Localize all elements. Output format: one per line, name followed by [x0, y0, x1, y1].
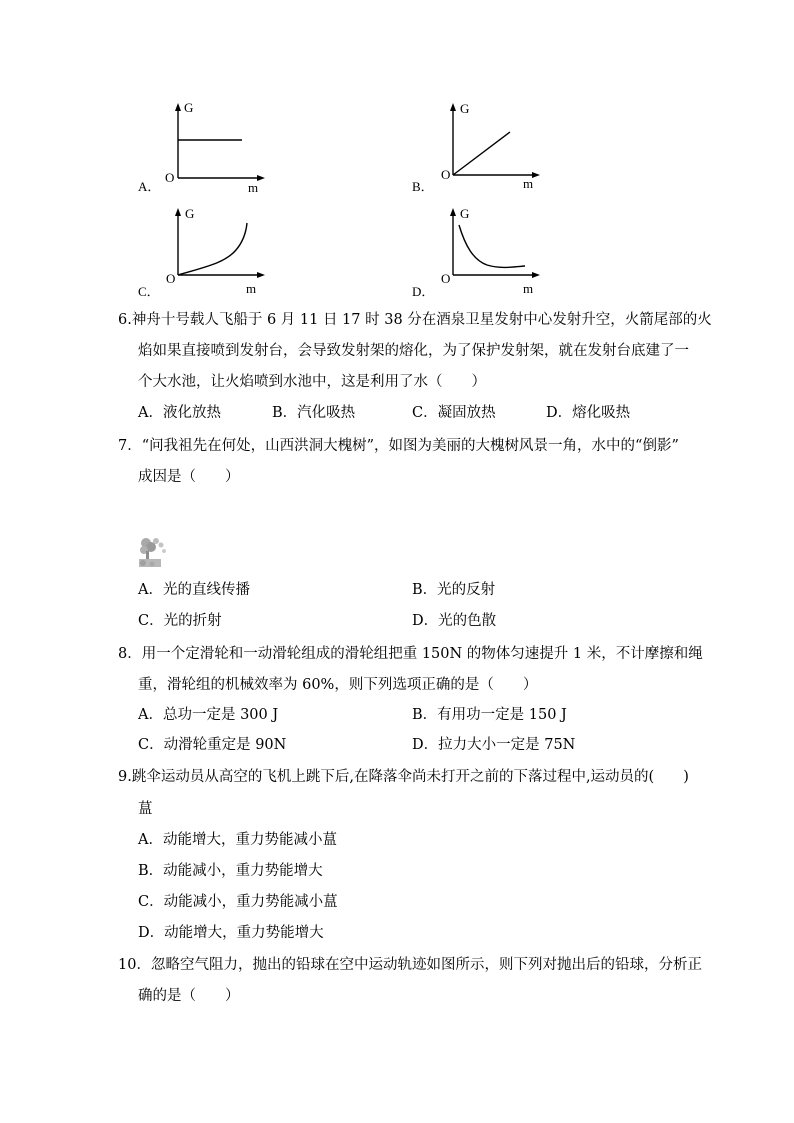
option-label: C．	[138, 284, 160, 299]
axis-x-label: m	[523, 176, 534, 191]
axis-origin-label: O	[165, 170, 175, 185]
question-stem-line: 8．用一个定滑轮和一动滑轮组成的滑轮组把重 150N 的物体匀速提升 1 米，不计摩擦和绳	[118, 646, 703, 662]
axis-x-label: m	[246, 281, 257, 296]
option-label: B．	[412, 179, 434, 194]
graph-c	[160, 205, 270, 300]
question-stem-line: 7．“问我祖先在何处，山西洪洞大槐树”，如图为美丽的大槐树风景一角，水中的“倒影”	[118, 438, 679, 454]
axis-origin-label: O	[441, 167, 451, 182]
question-stem-line: 9.跳伞运动员从高空的飞机上跳下后,在降落伞尚未打开之前的下落过程中,运动员的( )	[118, 769, 689, 785]
question-stem-line: 焰如果直接喷到发射台，会导致发射架的熔化，为了保护发射架，就在发射台底建了一	[138, 343, 689, 359]
graph-d	[435, 205, 545, 300]
axis-y-label: G	[184, 100, 194, 115]
question-stem-line: 个大水池，让火焰喷到水池中，这是利用了水（ ）	[138, 374, 486, 390]
option-b: B．动能减小，重力势能增大	[138, 863, 323, 879]
axis-y-label: G	[185, 206, 195, 221]
option-d: D．熔化吸热	[546, 405, 631, 421]
question-stem-line: 蒀	[138, 801, 153, 817]
question-stem-line: 6.神舟十号载人飞船于 6 月 11 日 17 时 38 分在酒泉卫星发射中心发射升空，火箭尾部的火	[118, 312, 712, 328]
option-c: C．动滑轮重定是 90N	[138, 737, 287, 753]
graph-b	[435, 100, 545, 195]
option-c: C．凝固放热	[412, 405, 496, 421]
question-stem-line: 10．忽略空气阻力，抛出的铅球在空中运动轨迹如图所示，则下列对抛出后的铅球，分析正	[118, 957, 702, 973]
option-b: B．汽化吸热	[272, 405, 356, 421]
option-label: A．	[138, 179, 161, 194]
option-a: A．总功一定是 300 J	[138, 707, 279, 723]
question-stem-line: 成因是（ ）	[138, 469, 240, 485]
option-a: A．光的直线传播	[138, 582, 250, 598]
option-b: B．光的反射	[412, 582, 496, 598]
option-a: A．动能增大，重力势能减小蒀	[138, 832, 337, 848]
axis-origin-label: O	[166, 271, 176, 286]
option-d: D．动能增大，重力势能增大	[138, 925, 324, 941]
graph-a	[160, 100, 270, 195]
option-c: C．光的折射	[138, 613, 222, 629]
question-stem-line: 重，滑轮组的机械效率为 60%，则下列选项正确的是（ ）	[138, 677, 538, 693]
axis-origin-label: O	[441, 271, 451, 286]
tree-thumbnail-icon	[137, 533, 169, 569]
option-d: D．拉力大小一定是 75N	[412, 737, 576, 753]
axis-x-label: m	[523, 281, 534, 296]
axis-y-label: G	[460, 206, 470, 221]
axis-x-label: m	[248, 180, 259, 195]
option-b: B．有用功一定是 150 J	[412, 707, 567, 723]
option-d: D．光的色散	[412, 613, 497, 629]
option-c: C．动能减小，重力势能减小蒀	[138, 894, 338, 910]
option-a: A．液化放热	[138, 405, 221, 421]
axis-y-label: G	[460, 101, 470, 116]
question-stem-line: 确的是（ ）	[138, 988, 240, 1004]
option-label: D．	[412, 284, 435, 299]
